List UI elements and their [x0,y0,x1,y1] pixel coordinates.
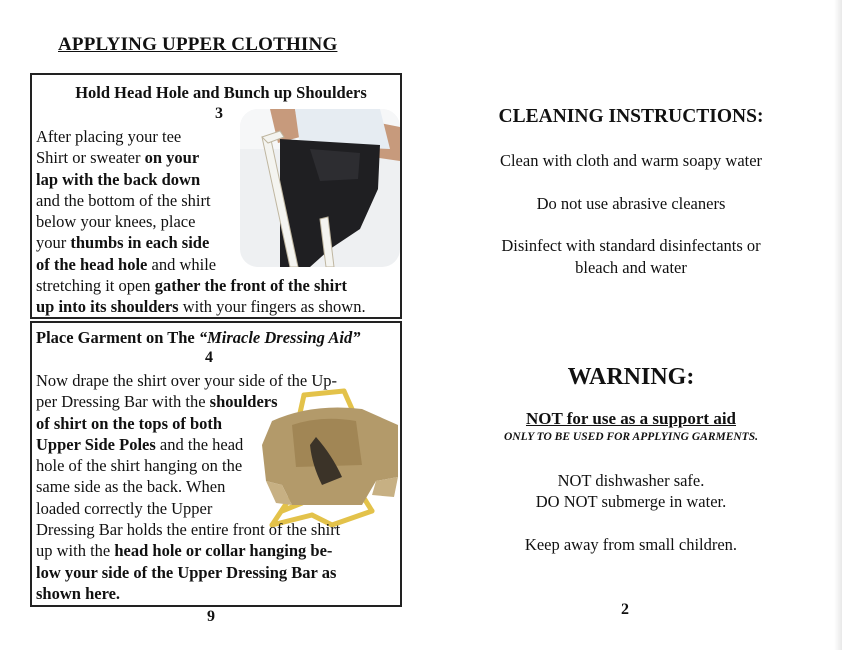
text-line: and the bottom of the shirt [36,190,211,210]
step-3-heading: Hold Head Hole and Bunch up Shoulders [75,83,367,102]
text-line: your thumbs in each side [36,233,210,253]
cleaning-line: Do not use abrasive cleaners [536,194,726,213]
step-4-number: 4 [205,349,213,366]
text-line: same side as the back. When [36,477,226,497]
text-line: per Dressing Bar with the shoulders [36,392,278,412]
cleaning-line: bleach and water [575,258,687,277]
text-line: of the head hole and while [36,254,217,274]
text-line: shown here. [36,583,121,603]
step-3-instructions [36,126,366,318]
step-3-number: 3 [215,105,223,122]
step-4-heading: Place Garment on The “Miracle Dressing Aid” [36,328,361,347]
text-line: Now drape the shirt over your side of the Up- [36,371,338,390]
text-line: loaded correctly the Upper [36,498,213,518]
page-number-right: 2 [621,601,629,618]
text-line: low your side of the Upper Dressing Bar as [36,562,337,582]
text-line: up into its shoulders with your fingers as shown. [36,297,366,317]
text-line: Upper Side Poles and the head [36,434,244,454]
page-title: APPLYING UPPER CLOTHING [58,34,338,55]
cleaning-instructions-title: CLEANING INSTRUCTIONS: [498,106,764,127]
right-page [420,0,842,650]
warning-line: DO NOT submerge in water. [535,492,727,511]
text-line: hole of the shirt hanging on the [36,456,243,476]
warning-subtitle: NOT for use as a support aid [525,409,737,428]
step-4-instructions [36,370,340,604]
warning-line: NOT dishwasher safe. [557,471,705,490]
step-3-box [30,73,402,319]
warning-line: Keep away from small children. [524,535,738,554]
warning-title: WARNING: [567,364,695,390]
left-page [0,0,420,650]
text-line: below your knees, place [36,212,196,232]
page-number-left: 9 [207,608,215,625]
text-line: lap with the back down [36,169,201,189]
text-line: stretching it open gather the front of the shirt [36,276,348,296]
text-line: up with the head hole or collar hanging be- [36,541,333,561]
text-line: Dressing Bar holds the entire front of the shirt [36,520,341,540]
cleaning-line: Clean with cloth and warm soapy water [499,151,763,170]
warning-note: ONLY TO BE USED FOR APPLYING GARMENTS. [504,431,758,443]
scan-edge [834,0,842,650]
text-line: of shirt on the tops of both [36,413,223,433]
cleaning-line: Disinfect with standard disinfectants or [501,236,761,255]
step-4-box [30,321,402,607]
text-line: After placing your tee [36,127,182,146]
text-line: Shirt or sweater on your [36,148,200,168]
